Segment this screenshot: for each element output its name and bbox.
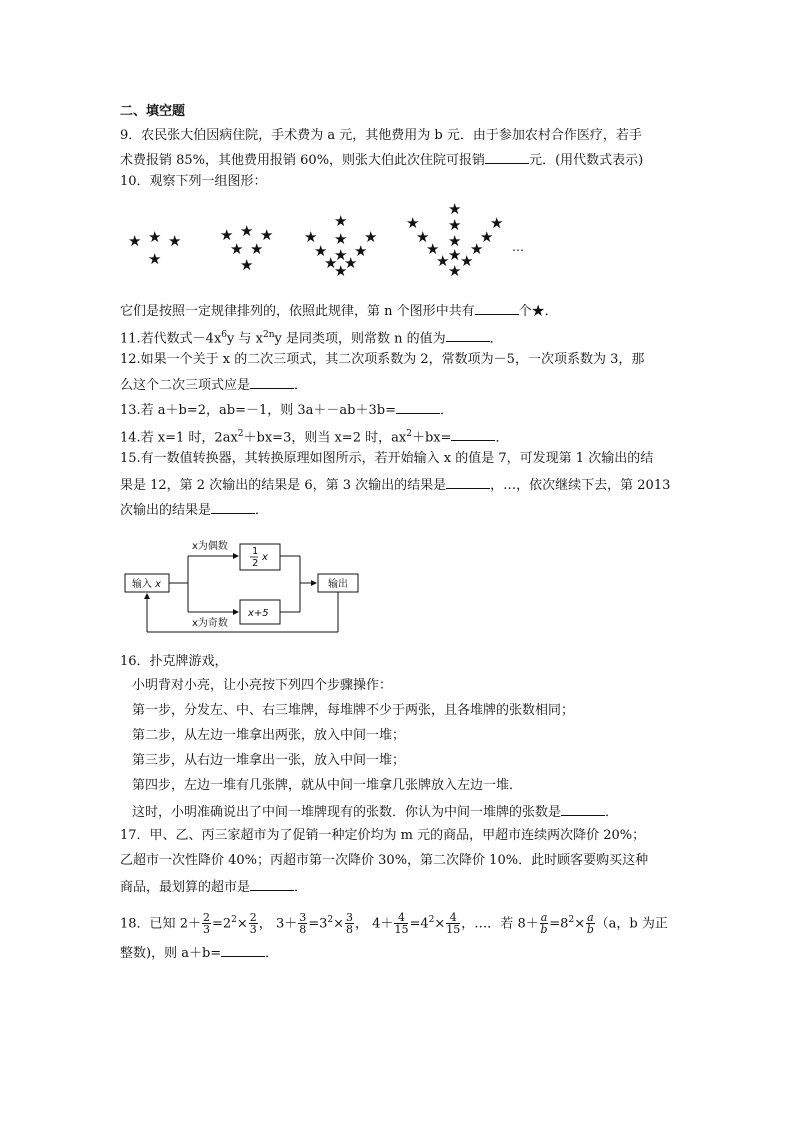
q9-line1: 9．农民张大伯因病住院，手术费为 a 元，其他费用为 b 元．由于参加农村合作医疗，若手 (120, 128, 642, 143)
fraction: $\frac{3}{8}$ (346, 911, 354, 937)
q16-step4: 第四步，左边一堆有几张牌，就从中间一堆拿几张牌放入左边一堆． (132, 778, 523, 793)
star-icon: ★ (448, 246, 462, 264)
q16-line2: 小明背对小亮，让小亮按下列四个步骤操作： (132, 678, 393, 693)
star-icon: ★ (220, 226, 234, 244)
star-icon: ★ (436, 252, 450, 270)
star-icon: ★ (448, 262, 462, 280)
star-icon: ★ (168, 232, 182, 250)
fraction: $\frac{4}{15}$ (394, 911, 409, 937)
star-icon: ★ (480, 228, 494, 246)
q16-line7: 这时，小明准确说出了中间一堆牌现有的张数．你认为中间一堆牌的张数是 ． (132, 801, 618, 823)
input-var: x (155, 579, 161, 590)
star-icon: ★ (460, 252, 474, 270)
half-var: x (262, 552, 268, 563)
fraction: $\frac{2}{3}$ (249, 911, 257, 937)
half-box (240, 544, 280, 570)
fraction: $\frac{3}{8}$ (299, 911, 307, 937)
answer-blank (475, 300, 519, 315)
plus-five-label: x+5 (248, 608, 269, 619)
answer-blank (211, 499, 255, 514)
fraction: $\frac{a}{b}$ (586, 911, 594, 937)
answer-blank (250, 374, 294, 389)
star-icon: ★ (334, 262, 348, 280)
odd-label: x为奇数 (192, 618, 228, 629)
q18-line1: 18．已知 2＋ $\frac{2}{3}$ $=2^2\times$ $\frac{2}{3}$ ， 3＋ $\frac{3}{8}$ $=3^2\times$ $\frac{3}{8}$ ， 4＋ $\frac{4}{15}$ $=4^2\times$ $\frac{4}{15}$ ，…．若 8＋ $\frac{a}{b}$ $=8^2\times$ $\frac{a}{b}$ （a，b 为正 (120, 911, 668, 937)
star-icon: ★ (426, 240, 440, 258)
answer-blank (561, 801, 605, 816)
star-icon: ★ (240, 222, 254, 240)
star-icon: ★ (406, 214, 420, 232)
ellipsis: … (512, 240, 524, 254)
star-icon: ★ (354, 242, 368, 260)
q10-line1: 10．观察下列一组图形： (120, 174, 267, 189)
star-icon: ★ (260, 226, 274, 244)
output-label: 输出 (328, 579, 348, 590)
q16-step3: 第三步，从右边一堆拿出一张，放入中间一堆； (132, 753, 406, 768)
q14-line: 14.若 x=1 时，$2ax^2+bx=3$，则当 x=2 时，$ax^2+bx=$ ． (120, 424, 509, 448)
answer-blank (451, 426, 495, 441)
q9-line2: 术费报销 85%，其他费用报销 60%，则张大伯此次住院可报销 元．(用代数式表示) (120, 149, 643, 171)
input-label: 输入 (132, 579, 152, 590)
q10-line2: 它们是按照一定规律排列的，依照此规律，第 n 个图形中共有 个★． (120, 300, 558, 322)
q17-line3: 商品，最划算的超市是 ． (120, 876, 307, 898)
star-pattern-figure (120, 200, 540, 280)
star-icon: ★ (148, 250, 162, 268)
star-icon: ★ (448, 232, 462, 250)
star-icon: ★ (490, 214, 504, 232)
fraction: $\frac{2}{3}$ (202, 911, 210, 937)
answer-blank (446, 474, 490, 489)
star-icon: ★ (304, 228, 318, 246)
star-icon: ★ (128, 232, 142, 250)
star-icon: ★ (250, 240, 264, 258)
star-icon: ★ (230, 240, 244, 258)
star-icon: ★ (324, 254, 338, 272)
answer-blank (250, 876, 294, 891)
answer-blank (446, 327, 490, 342)
q12-line1: 12.如果一个关于 x 的二次三项式，其二次项系数为 2，常数项为－5，一次项系数为 3，那 (120, 352, 645, 367)
section-heading: 二、填空题 (120, 104, 186, 119)
q17-line1: 17．甲、乙、丙三家超市为了促销一种定价均为 m 元的商品，甲超市连续两次降价 20%； (120, 828, 646, 843)
q16-step2: 第二步，从左边一堆拿出两张，放入中间一堆； (132, 728, 406, 743)
star-icon: ★ (448, 216, 462, 234)
star-icon: ★ (344, 254, 358, 272)
half-denominator: 2 (252, 558, 259, 569)
even-label: x为偶数 (192, 541, 228, 552)
star-icon: ★ (364, 228, 378, 246)
q17-line2: 乙超市一次性降价 40%；丙超市第一次降价 30%，第二次降价 10%．此时顾客要购买这种 (120, 853, 649, 868)
q15-line2: 果是 12，第 2 次输出的结果是 6，第 3 次输出的结果是 ，…，依次继续下去，第 2013 (120, 474, 670, 496)
q18-line2: 整数)，则 a＋b= ． (120, 942, 278, 964)
star-icon: ★ (334, 212, 348, 230)
half-numerator: 1 (252, 546, 259, 557)
q12-line2: 么这个二次三项式应是 ． (120, 374, 307, 396)
fraction: $\frac{4}{15}$ (446, 911, 461, 937)
q16-line1: 16．扑克牌游戏， (120, 654, 228, 669)
answer-blank (221, 942, 265, 957)
fraction: $\frac{a}{b}$ (540, 911, 548, 937)
star-icon: ★ (240, 256, 254, 274)
star-icon: ★ (470, 240, 484, 258)
q15-line3: 次输出的结果是 ． (120, 499, 268, 521)
star-icon: ★ (416, 228, 430, 246)
q13-line: 13.若 a＋b=2，ab=－1，则 3a＋－ab＋3b= ． (120, 399, 453, 421)
star-icon: ★ (314, 242, 328, 260)
q15-line1: 15.有一数值转换器，其转换原理如图所示，若开始输入 x 的值是 7，可发现第 1 次输出的结 (120, 451, 654, 466)
star-icon: ★ (148, 228, 162, 246)
converter-flowchart (120, 536, 370, 636)
star-icon: ★ (448, 200, 462, 218)
answer-blank (485, 149, 529, 164)
star-icon: ★ (334, 230, 348, 248)
q11-line: 11.若代数式$-4x^6y$ 与 $x^{2n}y$ 是同类项，则常数 n 的值为 ． (120, 325, 503, 349)
q16-step1: 第一步，分发左、中、右三堆牌，每堆牌不少于两张，且各堆牌的张数相同； (132, 703, 575, 718)
answer-blank (396, 399, 440, 414)
star-icon: ★ (334, 246, 348, 264)
